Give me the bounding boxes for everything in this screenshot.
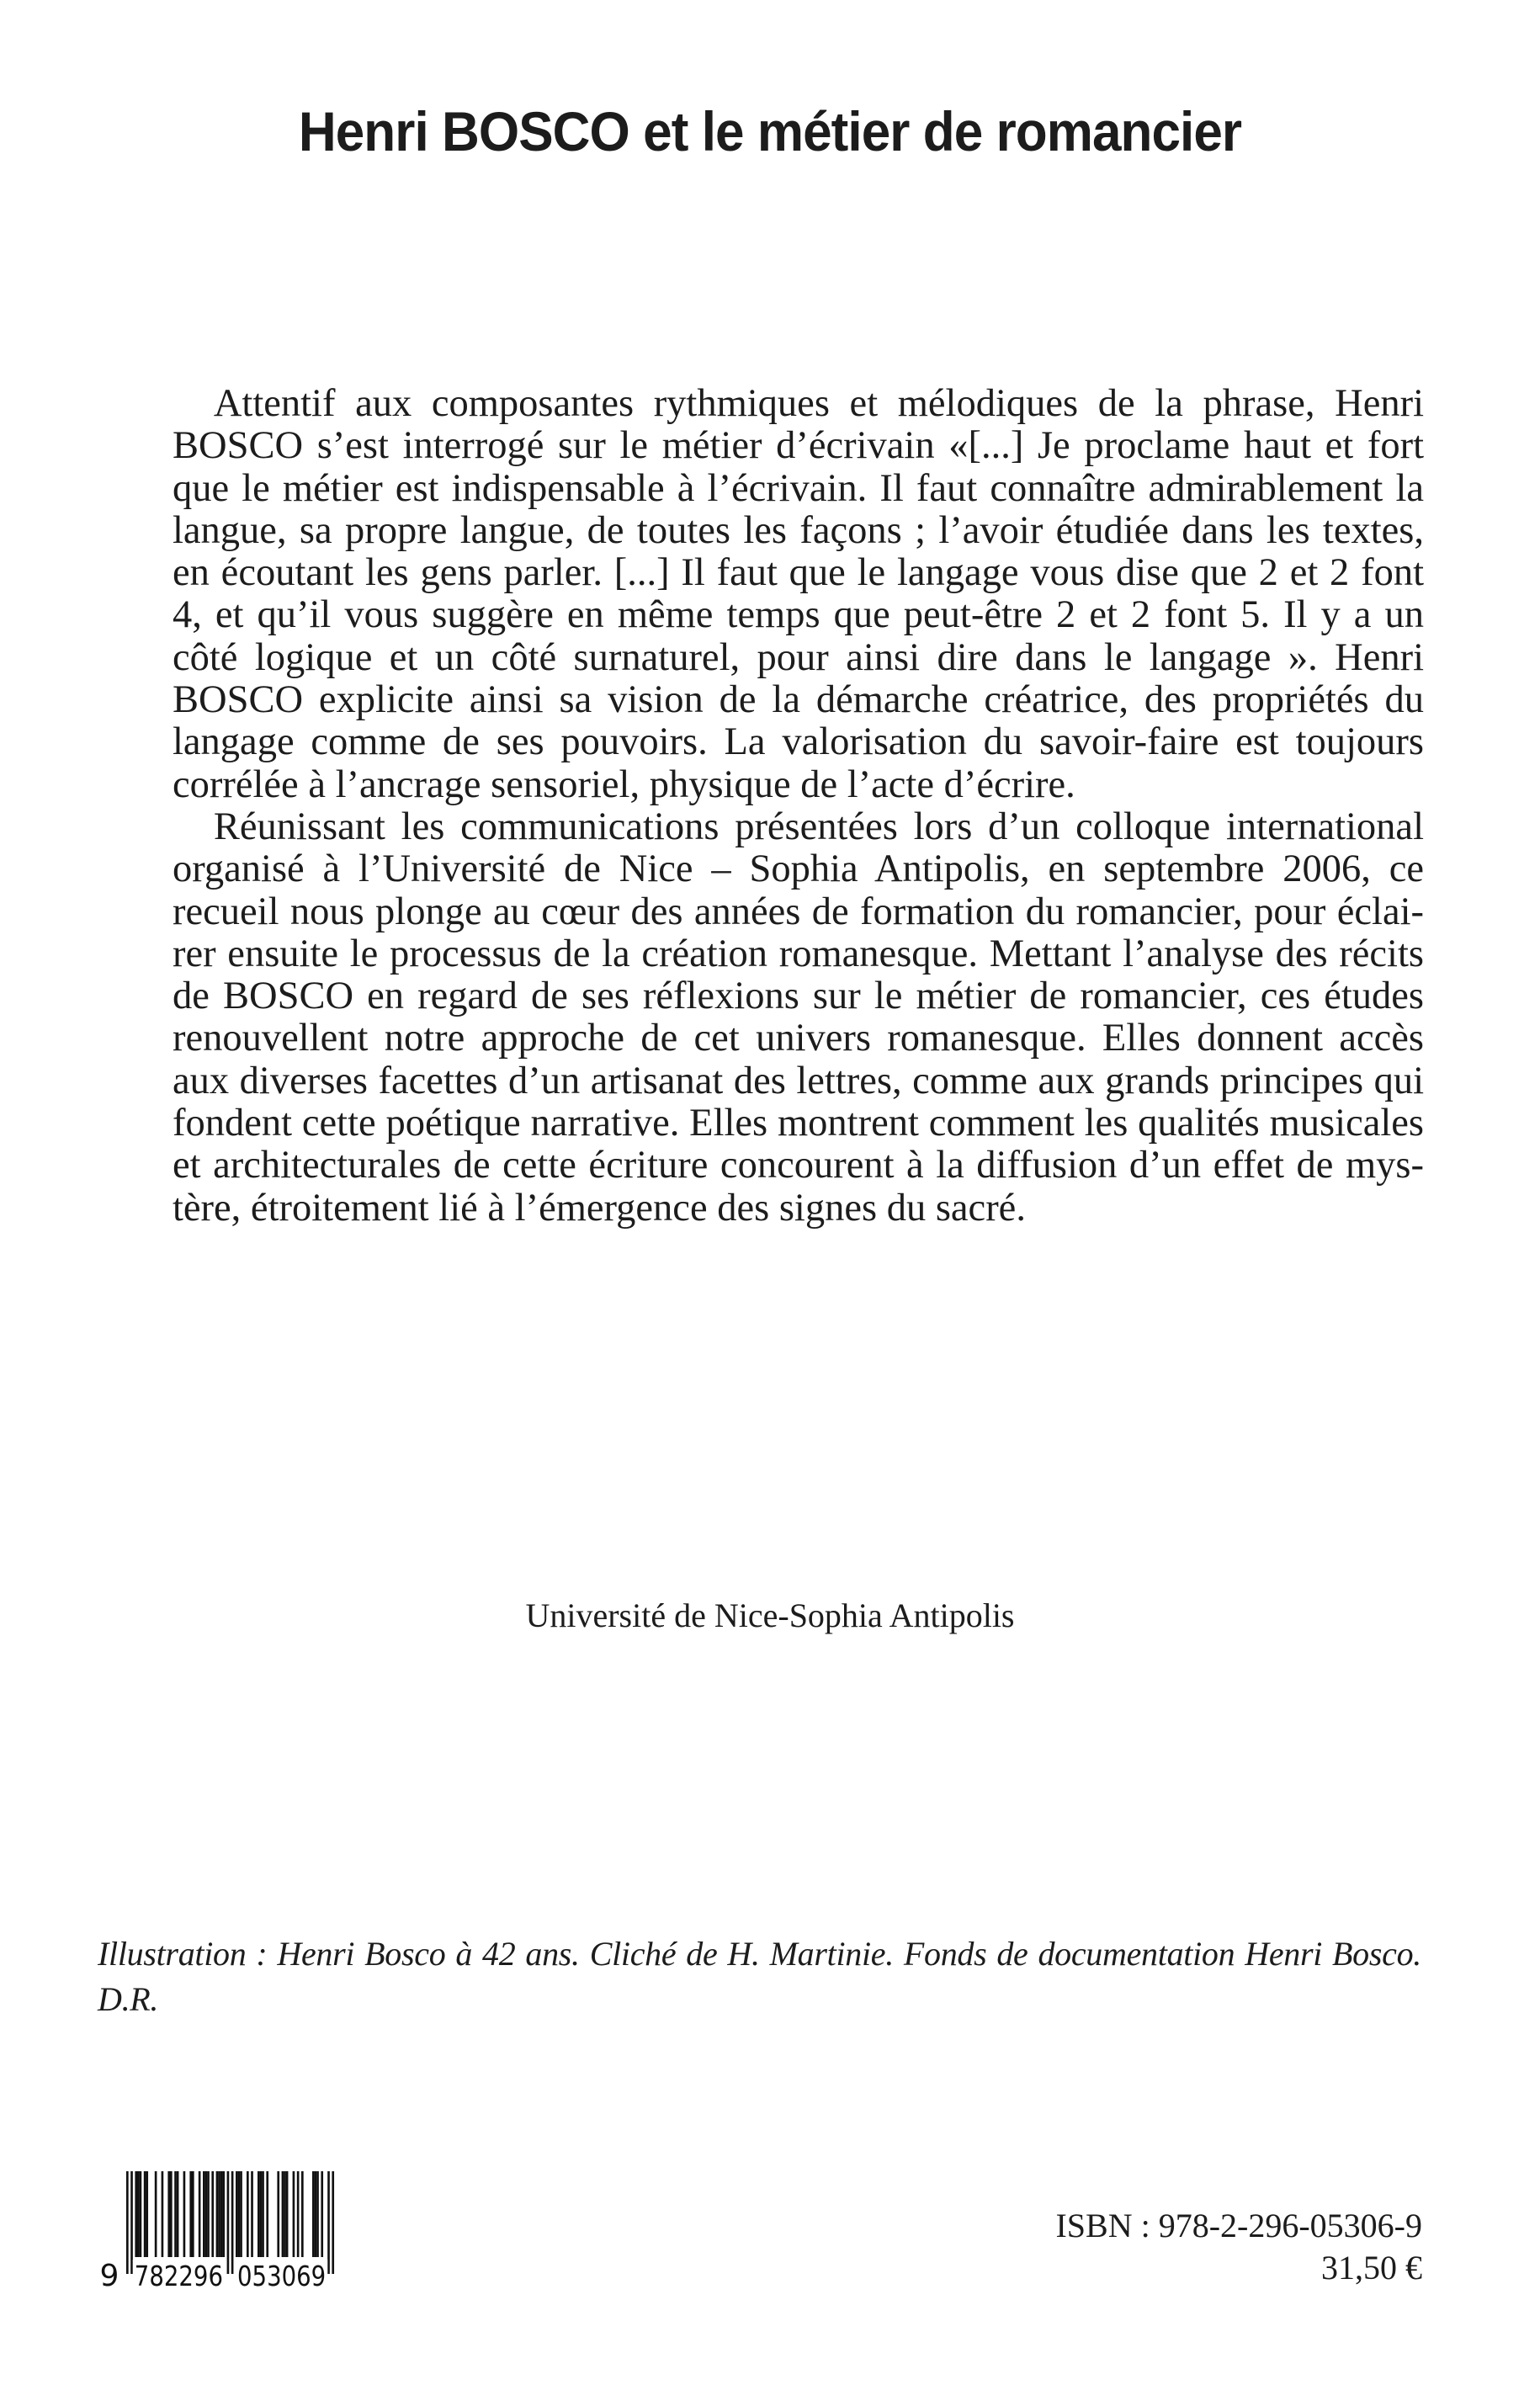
svg-text:782296: 782296: [134, 2260, 223, 2292]
svg-text:053069: 053069: [237, 2260, 327, 2292]
book-title: Henri BOSCO et le métier de romancier: [298, 100, 1242, 162]
publisher-affiliation: Université de Nice-Sophia Antipolis: [525, 1596, 1015, 1634]
back-cover-blurb: [173, 383, 1424, 1230]
price: 31,50 €: [1321, 2249, 1422, 2287]
isbn-price-block: [1055, 2205, 1422, 2289]
illustration-credit: Illustration : Henri Bosco à 42 ans. Cliché de H. Martinie. Fonds de documentation Henri Bosco. D.R.: [98, 1935, 1421, 2018]
svg-text:9: 9: [99, 2259, 119, 2293]
blurb-paragraph-1: Attentif aux composantes rythmiques et mélodiques de la phrase, Henri BOSCO s’est interrogé sur le métier d’écrivain «[...] Je proclame haut et fort que le métier est indispensable à l’écrivain. Il faut connaître admirablement la langue, sa propre langue, de toutes les façons ; l’avoir étudiée dans les textes, en écoutant les gens parler. [...] Il faut que le langage vous dise que 2 et 2 font 4, et qu’il vous suggère en même temps que peut-être 2 et 2 font 5. Il y a un côté logique et un côté surnaturel, pour ainsi dire dans le langage ». Henri BOSCO explicite ainsi sa vision de la démarche créatrice, des propriétés du langage comme de ses pouvoirs. La valorisation du savoir-faire est toujours corrélée à l’ancrage sensoriel, physique de l’acte d’écrire.: [173, 382, 1424, 806]
blurb-paragraph-2: Réunissant les communications présentées lors d’un colloque international organisé à l’Université de Nice – Sophia Antipolis, en septembre 2006, ce recueil nous plonge au cœur des années de formation du romancier, pour éclairer ensuite le processus de la création romanesque. Mettant l’analyse des récits de BOSCO en regard de ses réflexions sur le métier de romancier, ces études renouvellent notre approche de cet univers romanesque. Elles donnent accès aux diverses facettes d’un artisanat des lettres, comme aux grands principes qui fondent cette poétique narrative. Elles montrent comment les qualités musicales et architecturales de cette écriture concourent à la diffusion d’un effet de mystère, étroitement lié à l’émergence des signes du sacré.: [173, 805, 1424, 1230]
isbn-barcode-icon: [84, 2167, 353, 2293]
isbn-number: ISBN : 978-2-296-05306-9: [1055, 2207, 1422, 2244]
